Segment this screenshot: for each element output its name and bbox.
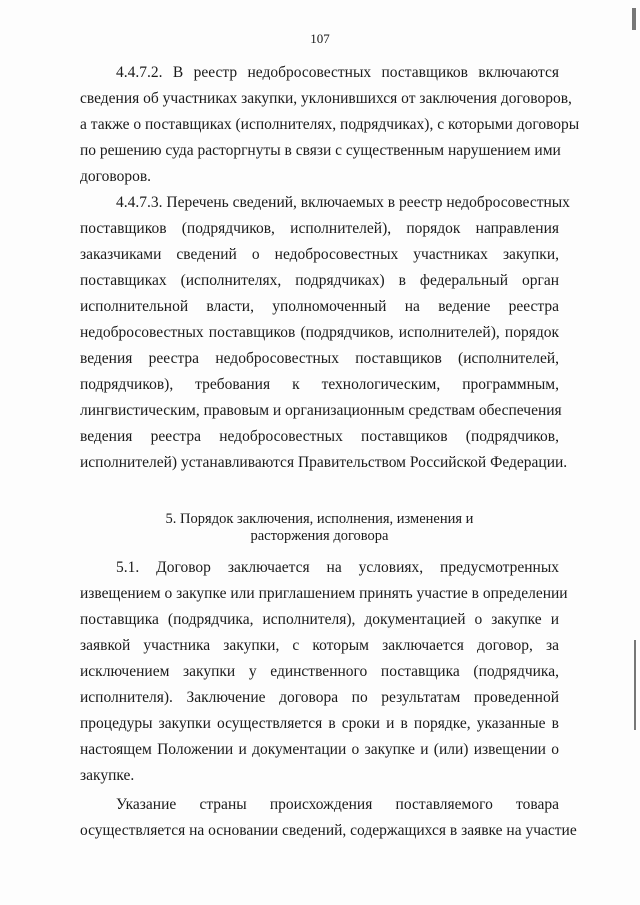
paragraph-line: 5.1. Договор заключается на условиях, предусмотренных [116, 559, 559, 576]
paragraph-line: ведения реестра недобросовестных поставщиков (подрядчиков, [80, 428, 559, 445]
paragraph-line: исполнительной власти, уполномоченный на ведение реестра [80, 298, 559, 315]
section-heading-line-1: 5. Порядок заключения, исполнения, изменения и [165, 511, 474, 527]
paragraph-line: заказчиками сведений о недобросовестных участниках закупки, [80, 246, 559, 263]
page-number: 107 [310, 31, 330, 46]
paragraph-line: а также о поставщиках (исполнителях, подрядчиках), с которыми договоры [80, 116, 580, 133]
paragraph-line: ведения реестра недобросовестных поставщиков (исполнителей, [80, 350, 559, 367]
paragraph-line: лингвистическим, правовым и организационным средствам обеспечения [80, 402, 562, 419]
section-heading-line-2: расторжения договора [250, 528, 389, 544]
paragraph-line: недобросовестных поставщиков (подрядчиков, исполнителей), порядок [80, 324, 559, 341]
paragraph-line: исполнителя). Заключение договора по результатам проведенной [80, 689, 559, 706]
paragraph-line: Указание страны происхождения поставляемого товара [116, 796, 559, 813]
paragraph-line: настоящем Положении и документации о закупке и (или) извещении о [80, 741, 559, 758]
paragraph-line: поставщика (подрядчика, исполнителя), документацией о закупке и [80, 611, 559, 628]
paragraph-line: по решению суда расторгнуты в связи с существенным нарушением ими [80, 142, 561, 159]
paragraph-line: 4.4.7.3. Перечень сведений, включаемых в реестр недобросовестных [116, 194, 570, 211]
paragraph-line: заявкой участника закупки, с которым заключается договор, за [80, 637, 559, 654]
paragraph-line: извещением о закупке или приглашением принять участие в определении [80, 585, 568, 602]
paragraph-line: закупке. [80, 767, 135, 784]
scan-edge-mark [634, 640, 636, 730]
scan-edge-mark [632, 8, 636, 30]
paragraph-line: осуществляется на основании сведений, содержащихся в заявке на участие [80, 822, 577, 839]
paragraph-line: поставщиков (подрядчиков, исполнителей), порядок направления [80, 220, 559, 237]
paragraph-line: сведения об участниках закупки, уклонившихся от заключения договоров, [80, 90, 572, 107]
paragraph-line: исключением закупки у единственного поставщика (подрядчика, [80, 663, 559, 680]
paragraph-line: 4.4.7.2. В реестр недобросовестных поставщиков включаются [116, 64, 559, 81]
paragraph-line: подрядчиков), требования к технологическим, программным, [80, 376, 559, 393]
paragraph-line: договоров. [80, 168, 152, 185]
paragraph-line: поставщиках (исполнителях, подрядчиках) в федеральный орган [80, 272, 559, 289]
paragraph-line: процедуры закупки осуществляется в сроки и в порядке, указанные в [80, 715, 559, 732]
paragraph-line: исполнителей) устанавливаются Правительством Российской Федерации. [80, 454, 568, 471]
